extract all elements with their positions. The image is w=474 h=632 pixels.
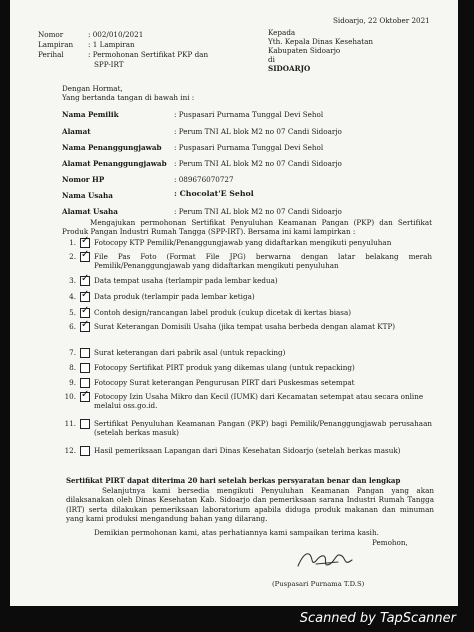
handwritten-signature <box>292 546 362 574</box>
lampiran-label: Lampiran <box>38 40 74 49</box>
scanner-watermark: Scanned by TapScanner <box>299 611 456 626</box>
perihal-label: Perihal <box>38 50 64 59</box>
checkmark-icon: ✓ <box>81 305 90 316</box>
letter-page <box>10 0 458 606</box>
field-label-nama-usaha: Nama Usaha <box>62 191 113 200</box>
item-text-5: Contoh design/rancangan label produk (cukup dicetak di kertas biasa) <box>94 308 352 317</box>
recipient-line-1: Yth. Kepala Dinas Kesehatan <box>268 37 374 46</box>
item-number: 1. <box>69 238 76 247</box>
perihal-value-1: : Permohonan Sertifikat PKP dan <box>88 50 209 59</box>
item-number: 10. <box>64 392 76 401</box>
item-text-12: Hasil pemeriksaan Lapangan dari Dinas Kesehatan Sidoarjo (setelah berkas masuk) <box>94 446 401 455</box>
checkbox-item-6[interactable] <box>80 319 90 332</box>
field-value-nama-penanggungjawab: : Puspasari Purnama Tunggal Devi Sehol <box>174 143 324 152</box>
field-value-nama-usaha: : Chocolat'E Sehol <box>174 189 254 198</box>
checkbox-item-2[interactable] <box>80 249 90 262</box>
field-value-alamat-penanggungjawab: : Perum TNI AL blok M2 no 07 Candi Sidoarjo <box>174 159 342 168</box>
recipient-line-4: SIDOARJO <box>268 64 311 73</box>
signatory-name: (Puspasari Purnama T.D.S) <box>272 580 365 588</box>
nomor-value: : 002/010/2021 <box>88 30 144 39</box>
checkbox-item-11[interactable] <box>80 419 90 429</box>
checkbox-item-3[interactable] <box>80 273 90 286</box>
checkbox-item-10[interactable] <box>80 389 90 402</box>
checkmark-icon: ✓ <box>81 235 90 246</box>
checkbox-item-12[interactable] <box>80 446 90 456</box>
item-text-8: Fotocopy Sertifikat PIRT produk yang dikemas ulang (untuk repacking) <box>94 363 355 372</box>
item-number: 8. <box>69 363 76 372</box>
checkmark-icon: ✓ <box>81 289 90 300</box>
item-text-3: Data tempat usaha (terlampir pada lembar kedua) <box>94 276 278 285</box>
recipient-line-3: di <box>268 55 275 64</box>
field-label-alamat: Alamat <box>62 127 91 136</box>
item-number: 2. <box>69 252 76 261</box>
closing-paragraph: Selanjutnya kami bersedia mengikuti Penyuluhan Keamanan Pangan yang akan dilaksanakan oleh Dinas Kesehatan Kab. Sidoarjo dan pemeriksaan sarana Industri Rumah Tangga (IRT) serta dilakukan pemeriksaan laboratorium apabila diduga produk makanan dan minuman yang kami produksi mengandung bahan yang dilarang. <box>66 486 434 524</box>
item-text-7: Surat keterangan dari pabrik asal (untuk repacking) <box>94 348 286 357</box>
nomor-label: Nomor <box>38 30 64 39</box>
lampiran-value: : 1 Lampiran <box>88 40 135 49</box>
checkbox-item-5[interactable] <box>80 305 90 318</box>
item-text-1: Fotocopy KTP Pemilik/Penanggungjawab yang didaftarkan mengikuti penyuluhan <box>94 238 392 247</box>
item-number: 3. <box>69 276 76 285</box>
item-text-11: Sertifikat Penyuluhan Keamanan Pangan (PKP) bagi Pemilik/Penanggungjawab perusahaan (setelah berkas masuk) <box>94 419 432 438</box>
item-number: 5. <box>69 308 76 317</box>
item-text-9: Fotocopy Surat keterangan Pengurusan PIRT dari Puskesmas setempat <box>94 378 355 387</box>
item-number: 7. <box>69 348 76 357</box>
item-text-4: Data produk (terlampir pada lembar ketiga) <box>94 292 255 301</box>
field-value-alamat: : Perum TNI AL blok M2 no 07 Candi Sidoarjo <box>174 127 342 136</box>
item-number: 12. <box>64 446 76 455</box>
request-paragraph: Mengajukan permohonan Sertifikat Penyuluhan Keamanan Pangan (PKP) dan Sertifikat Produk Pangan Industri Rumah Tangga (SPP-IRT). Bersama ini kami lampirkan : <box>62 218 432 237</box>
checkbox-item-4[interactable] <box>80 289 90 302</box>
checkmark-icon: ✓ <box>81 249 90 260</box>
item-number: 4. <box>69 292 76 301</box>
field-label-nomor-hp: Nomor HP <box>62 175 105 184</box>
checkmark-icon: ✓ <box>81 389 90 400</box>
checkbox-item-7[interactable] <box>80 348 90 358</box>
checkbox-item-9[interactable] <box>80 378 90 388</box>
field-value-nomor-hp: : 089676070727 <box>174 175 234 184</box>
checkmark-icon: ✓ <box>81 319 90 330</box>
processing-notice: Sertifikat PIRT dapat diterima 20 hari setelah berkas persyaratan benar dan lengkap <box>66 476 401 485</box>
field-label-alamat-penanggungjawab: Alamat Penanggungjawab <box>62 159 167 168</box>
field-value-alamat-usaha: : Perum TNI AL blok M2 no 07 Candi Sidoarjo <box>174 207 342 216</box>
item-text-6: Surat Keterangan Domisili Usaha (jika tempat usaha berbeda dengan alamat KTP) <box>94 322 396 331</box>
field-label-nama-pemilik: Nama Pemilik <box>62 110 119 119</box>
perihal-value-2: SPP-IRT <box>94 60 124 69</box>
recipient-line-2: Kabupaten Sidoarjo <box>268 46 341 55</box>
field-label-nama-penanggungjawab: Nama Penanggungjawab <box>62 143 162 152</box>
checkbox-item-8[interactable] <box>80 363 90 373</box>
kepada: Kepada <box>268 28 296 37</box>
item-number: 11. <box>64 419 76 428</box>
intro: Yang bertanda tangan di bawah ini : <box>62 93 195 102</box>
item-text-10: Fotocopy Izin Usaha Mikro dan Kecil (IUMK) dari Kecamatan setempat atau secara online melalui oss.go.id. <box>94 392 424 411</box>
pemohon-label: Pemohon, <box>372 538 408 547</box>
field-value-nama-pemilik: : Puspasari Purnama Tunggal Devi Sehol <box>174 110 324 119</box>
place-date: Sidoarjo, 22 Oktober 2021 <box>333 16 430 25</box>
checkmark-icon: ✓ <box>81 273 90 284</box>
greeting: Dengan Hormat, <box>62 84 123 93</box>
item-number: 9. <box>69 378 76 387</box>
item-text-2: File Pas Foto (Format File JPG) berwarna dengan latar belakang merah Pemilik/Penanggungjawab yang didaftarkan mengikuti penyuluhan <box>94 252 432 271</box>
thanks-line: Demikian permohonan kami, atas perhatiannya kami sampaikan terima kasih. <box>94 528 379 537</box>
item-number: 6. <box>69 322 76 331</box>
checkbox-item-1[interactable] <box>80 235 90 248</box>
field-label-alamat-usaha: Alamat Usaha <box>62 207 118 216</box>
